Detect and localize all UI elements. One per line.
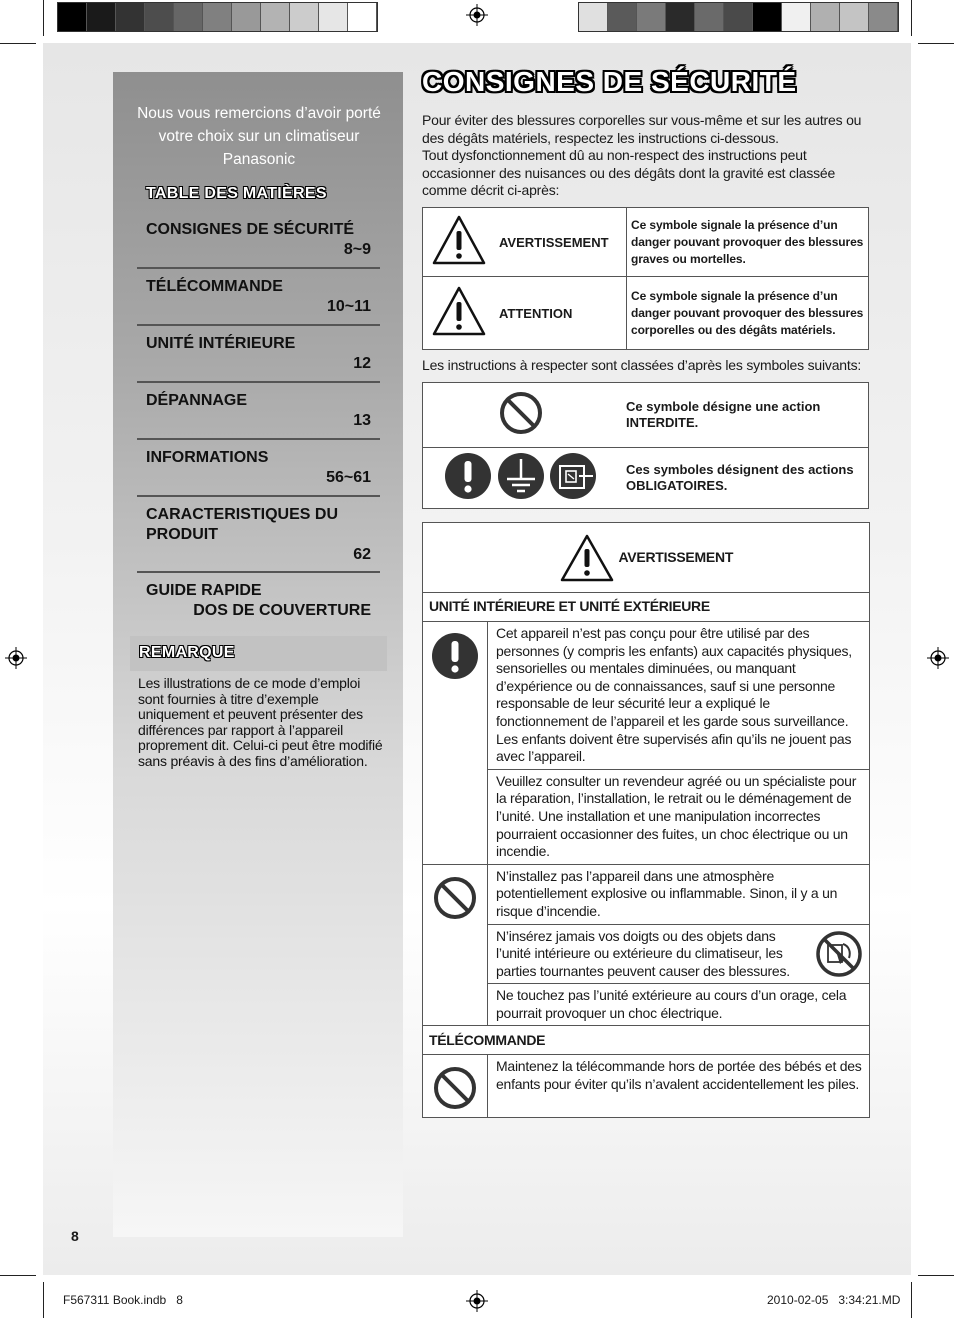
level-name: AVERTISSEMENT [495,208,627,277]
toc-page: 13 [353,412,371,429]
color-swatch [840,3,869,31]
crop-mark [0,1275,36,1276]
crop-mark [918,43,954,44]
severity-levels-table [422,207,869,350]
table-row [423,924,870,984]
table-of-contents [137,212,380,628]
color-swatch [869,3,898,31]
toc-page: DOS DE COUVERTURE [193,602,371,619]
prohibited-icon [432,1065,478,1111]
icon-cell [423,277,496,350]
toc-label: GUIDE RAPIDE [146,582,262,599]
footer-timestamp: 2010-02-05 3:34:21.MD [767,1293,901,1307]
table-row [423,523,870,593]
sidebar-intro: Nous vous remercions d’avoir porté votre choix sur un climatiseur Panasonic [137,105,381,168]
crop-mark [43,1282,44,1318]
color-swatch [145,3,174,31]
color-swatch [87,3,116,31]
prohibited-icon [498,390,544,436]
toc-item-depannage[interactable] [137,383,380,440]
crop-mark [918,1275,954,1276]
registration-mark-icon [466,1290,488,1312]
ground-icon [497,452,545,500]
warning-item: Maintenez la télécommande hors de portée des bébés et des enfants pour éviter qu’ils n’avalent accidentellement les piles. [488,1055,870,1118]
table-row [423,593,870,622]
warning-header-label: AVERTISSEMENT [618,548,734,565]
toc-item-telecommande[interactable] [137,269,380,326]
mandatory-exclamation-icon [444,452,492,500]
icon-cell [423,448,619,509]
toc-label: TÉLÉCOMMANDE [146,278,283,295]
page-title: CONSIGNES DE SÉCURITÉ [422,66,797,97]
warning-item-with-icon [488,924,870,984]
toc-label: CARACTERISTIQUES DU PRODUIT [146,506,339,543]
remarque-text: Les illustrations de ce mode d’emploi sont fournies à titre d’exemple uniquement et peuvent présenter des différences par rapport à l’appareil proprement dit. Celui-ci peut être modifié sans préavis à des fins d’amélioration. [138,675,383,769]
page-number: 8 [71,1228,79,1244]
color-swatch [290,3,319,31]
warning-item: N’installez pas l’appareil dans une atmosphère potentiellement explosive ou inflammable. Sinon, il y a un risque d’incendie. [488,864,870,924]
color-swatch [203,3,232,31]
table-row [423,864,870,924]
table-row [423,622,870,770]
warning-triangle-icon [431,214,487,266]
toc-label: DÉPANNAGE [146,392,248,409]
table-row [423,448,869,509]
table-row [423,383,869,448]
color-swatch [579,3,608,31]
toc-item-guide-rapide[interactable] [137,573,380,628]
remarque-title: REMARQUE [139,644,235,661]
color-swatch [753,3,782,31]
level-description: Ce symbole signale la présence d’un danger pouvant provoquer des blessures corporelles ou des dégâts matériels. [627,277,869,350]
toc-page: 62 [353,546,371,563]
prohibited-icon [432,875,478,921]
table-row [423,769,870,864]
warning-item-text: N’insérez jamais vos doigts ou des objets dans l’unité intérieure ou extérieure du climatiseur, les parties tournantes peuvent causer des blessures. [496,927,790,979]
toc-page: 12 [353,355,371,372]
color-swatch [58,3,87,31]
toc-page: 56~61 [326,469,371,486]
toc-item-caracteristiques[interactable] [137,497,380,573]
toc-item-unite-interieure[interactable] [137,326,380,383]
intro-paragraph: Pour éviter des blessures corporelles sur vous-même et sur les autres ou des dégâts matériels, respectez les instructions ci-dessous. [422,112,862,146]
warning-item: Veuillez consulter un revendeur agréé ou un spécialiste pour la réparation, l’installation, le retrait ou le déménagement de l’unité. Une installation et une manipulation incorrectes pourraient occasionner des fuites, un choc électrique ou un incendie. [488,769,870,864]
warning-triangle-icon [431,285,487,337]
toc-item-informations[interactable] [137,440,380,497]
icon-cell [423,622,488,865]
toc-item-securite[interactable] [137,212,380,269]
registration-mark-icon [466,4,488,26]
color-swatch [608,3,637,31]
color-swatch [637,3,666,31]
icon-cell [423,864,488,1026]
level-name: ATTENTION [495,277,627,350]
intro-paragraph: Tout dysfonctionnement dû au non-respect des instructions peut occasionner des nuisances ou des dégâts dont la gravité est classée comme décrit ci-après: [422,147,836,198]
table-row [423,1026,870,1055]
toc-label: UNITÉ INTÉRIEURE [146,335,296,352]
icon-cell [423,1055,488,1118]
symbol-description: Ces symboles désignent des actions OBLIGATOIRES. [618,448,869,509]
color-swatch [232,3,261,31]
symbol-description: Ce symbole désigne une action INTERDITE. [618,383,869,448]
toc-page: 10~11 [326,298,371,315]
section-heading: UNITÉ INTÉRIEURE ET UNITÉ EXTÉRIEURE [423,593,870,622]
crop-mark [43,0,44,36]
warning-triangle-icon [559,533,615,583]
mandatory-exclamation-icon [431,632,479,680]
table-row [423,1055,870,1118]
level-description: Ce symbole signale la présence d’un danger pouvant provoquer des blessures graves ou mortelles. [627,208,869,277]
color-swatch [116,3,145,31]
table-row [423,208,869,277]
color-swatch [348,3,377,31]
color-swatch [811,3,840,31]
section-heading: TÉLÉCOMMANDE [423,1026,870,1055]
color-swatch [782,3,811,31]
no-fingers-fan-icon [815,930,863,978]
registration-mark-icon [5,647,27,669]
warning-table [422,522,870,1118]
color-swatch [666,3,695,31]
crop-mark [0,43,36,44]
color-swatch [261,3,290,31]
toc-title: TABLE DES MATIÈRES [146,185,327,202]
color-bar-right [578,2,899,32]
symbols-table [422,382,869,509]
intro-text [422,112,868,200]
toc-page: 8~9 [343,241,371,258]
color-swatch [724,3,753,31]
warning-item: Cet appareil n’est pas conçu pour être utilisé par des personnes (y compris les enfants) aux capacités physiques, sensorielles ou mentales diminuées, ou manquant d’expérience ou de connaissances, sauf si une personne responsable de leur sécurité leur a expliqué le fonctionnement de l’appareil et les garde sous surveillance. Les enfants doivent être supervisés afin qu’ils ne jouent pas avec l’appareil. [488,622,870,770]
warning-item: Ne touchez pas l’unité extérieure au cours d’un orage, cela pourrait provoquer un choc électrique. [488,984,870,1026]
color-swatch [695,3,724,31]
toc-label: CONSIGNES DE SÉCURITÉ [146,221,355,238]
warning-header [423,523,870,593]
footer-file-info: F567311 Book.indb 8 [63,1293,183,1307]
icon-cell [423,208,496,277]
color-bar-left [57,2,378,32]
unplug-icon [549,452,597,500]
color-swatch [319,3,348,31]
table-row [423,277,869,350]
table-row [423,984,870,1026]
color-swatch [174,3,203,31]
crop-mark [911,0,912,36]
registration-mark-icon [927,647,949,669]
instructions-line: Les instructions à respecter sont classées d’après les symboles suivants: [422,357,862,373]
toc-label: INFORMATIONS [146,449,269,466]
crop-mark [911,1282,912,1318]
icon-cell [423,383,619,448]
